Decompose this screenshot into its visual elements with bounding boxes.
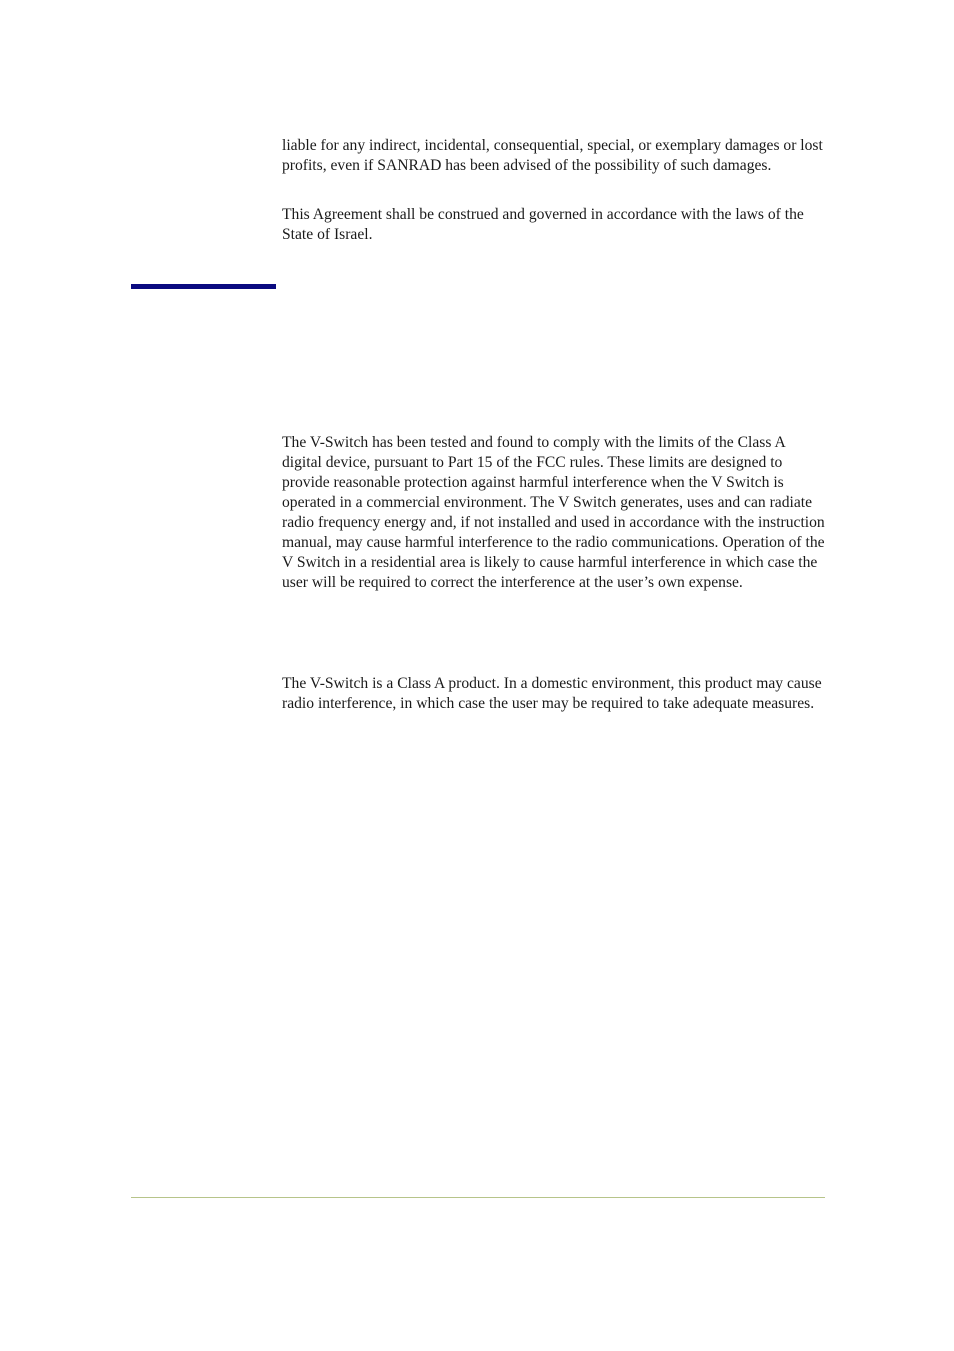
governing-law-paragraph: This Agreement shall be construed and governed in accordance with the laws of the State of Israel. [282, 206, 804, 243]
section-heading-bar [131, 284, 276, 289]
liability-paragraph: liable for any indirect, incidental, consequential, special, or exemplary damages or lost profits, even if SANRAD has been advised of the possibility of such damages. [282, 137, 823, 174]
footer-divider [131, 1197, 825, 1198]
fcc-compliance-paragraph: The V-Switch has been tested and found to comply with the limits of the Class A digital device, pursuant to Part 15 of the FCC rules. These limits are designed to provide reasonable protection against harmful interference when the V Switch is operated in a commercial environment. The V Switch generates, uses and can radiate radio frequency energy and, if not installed and used in accordance with the instruction manual, may cause harmful interference to the radio communications. Operation of the V Switch in a residential area is likely to cause harmful interference in which case the user will be required to correct the interference at the user’s own expense. [282, 434, 825, 591]
class-a-notice-paragraph: The V-Switch is a Class A product. In a domestic environment, this product may cause radio interference, in which case the user may be required to take adequate measures. [282, 675, 822, 712]
